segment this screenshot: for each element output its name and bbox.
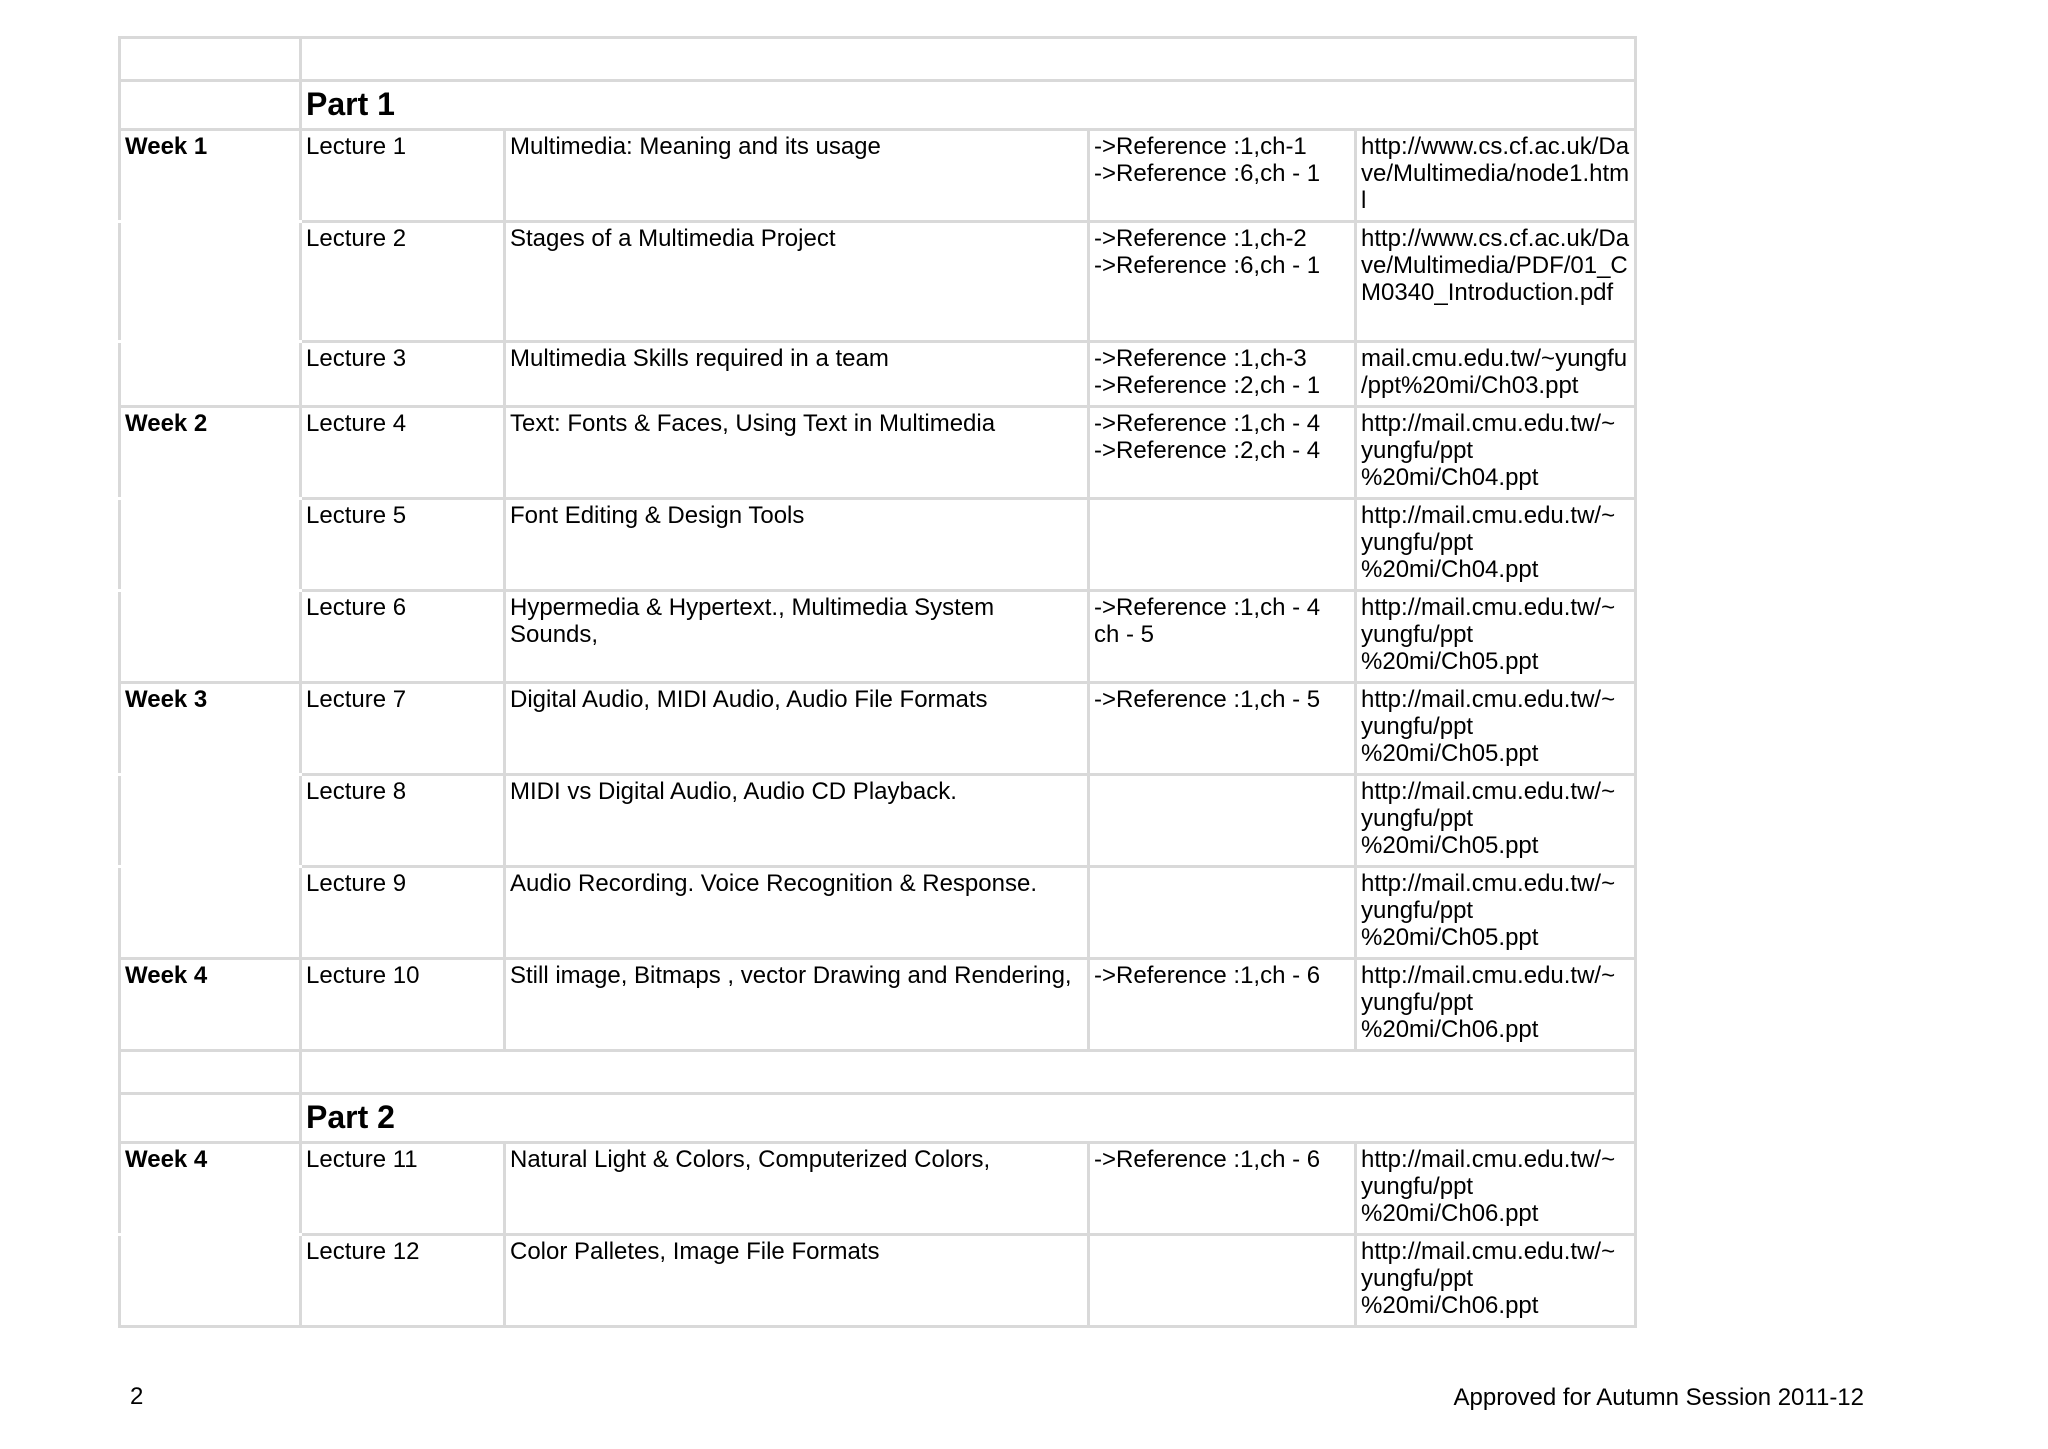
table-row (120, 683, 1636, 775)
lecture-cell: Lecture 8 (301, 775, 505, 867)
approval-note: Approved for Autumn Session 2011-12 (1453, 1384, 1864, 1411)
reference-cell: ->Reference :1,ch - 4 ch - 5 (1089, 591, 1356, 683)
link-cell: http://mail.cmu.edu.tw/~ yungfu/ppt %20mi/Ch05.ppt (1356, 775, 1636, 867)
empty-cell (120, 81, 301, 130)
reference-cell: ->Reference :1,ch - 4 ->Reference :2,ch - 4 (1089, 407, 1356, 499)
table-row (120, 342, 1636, 407)
topic-cell: Multimedia Skills required in a team (505, 342, 1089, 407)
table-row (120, 867, 1636, 959)
link-cell: http://www.cs.cf.ac.uk/Dave/Multimedia/node1.html (1356, 130, 1636, 222)
lecture-cell: Lecture 5 (301, 499, 505, 591)
spacer-row (120, 1051, 1636, 1094)
link-cell: http://mail.cmu.edu.tw/~ yungfu/ppt %20mi/Ch04.ppt (1356, 499, 1636, 591)
link-cell: mail.cmu.edu.tw/~yungfu/ppt%20mi/Ch03.ppt (1356, 342, 1636, 407)
topic-cell: MIDI vs Digital Audio, Audio CD Playback. (505, 775, 1089, 867)
link-cell: http://mail.cmu.edu.tw/~ yungfu/ppt %20mi/Ch06.ppt (1356, 1143, 1636, 1235)
topic-cell: Color Palletes, Image File Formats (505, 1235, 1089, 1327)
week-cell: Week 3 (120, 683, 301, 775)
empty-cell (120, 1051, 301, 1094)
table-row (120, 959, 1636, 1051)
link-cell: http://mail.cmu.edu.tw/~ yungfu/ppt %20mi/Ch06.ppt (1356, 1235, 1636, 1327)
lecture-cell: Lecture 6 (301, 591, 505, 683)
week-cell (120, 591, 301, 683)
lecture-cell: Lecture 3 (301, 342, 505, 407)
reference-cell: ->Reference :1,ch - 6 (1089, 1143, 1356, 1235)
reference-cell (1089, 867, 1356, 959)
part-heading-row (120, 1094, 1636, 1143)
syllabus-table (118, 36, 1637, 1328)
lecture-cell: Lecture 7 (301, 683, 505, 775)
empty-cell (120, 1094, 301, 1143)
table-row (120, 222, 1636, 342)
spacer-row (120, 38, 1636, 81)
reference-cell: ->Reference :1,ch-3 ->Reference :2,ch - 1 (1089, 342, 1356, 407)
page-number: 2 (130, 1383, 144, 1410)
reference-cell: ->Reference :1,ch-1 ->Reference :6,ch - 1 (1089, 130, 1356, 222)
week-cell: Week 4 (120, 959, 301, 1051)
week-cell (120, 222, 301, 342)
week-cell: Week 4 (120, 1143, 301, 1235)
topic-cell: Audio Recording. Voice Recognition & Response. (505, 867, 1089, 959)
link-cell: http://mail.cmu.edu.tw/~ yungfu/ppt %20mi/Ch05.ppt (1356, 867, 1636, 959)
table-row (120, 591, 1636, 683)
reference-cell: ->Reference :1,ch - 6 (1089, 959, 1356, 1051)
reference-cell: ->Reference :1,ch-2 ->Reference :6,ch - 1 (1089, 222, 1356, 342)
reference-cell (1089, 1235, 1356, 1327)
week-cell: Week 1 (120, 130, 301, 222)
table-row (120, 1235, 1636, 1327)
empty-cell (301, 1051, 1636, 1094)
table-row (120, 130, 1636, 222)
week-cell (120, 775, 301, 867)
topic-cell: Text: Fonts & Faces, Using Text in Multimedia (505, 407, 1089, 499)
lecture-cell: Lecture 2 (301, 222, 505, 342)
part-1-title: Part 1 (301, 81, 1636, 130)
table-row (120, 499, 1636, 591)
link-cell: http://mail.cmu.edu.tw/~ yungfu/ppt %20mi/Ch06.ppt (1356, 959, 1636, 1051)
week-cell (120, 499, 301, 591)
empty-cell (301, 38, 1636, 81)
table-row (120, 775, 1636, 867)
topic-cell: Font Editing & Design Tools (505, 499, 1089, 591)
link-cell: http://mail.cmu.edu.tw/~ yungfu/ppt %20mi/Ch05.ppt (1356, 591, 1636, 683)
reference-cell: ->Reference :1,ch - 5 (1089, 683, 1356, 775)
part-heading-row (120, 81, 1636, 130)
topic-cell: Multimedia: Meaning and its usage (505, 130, 1089, 222)
lecture-cell: Lecture 10 (301, 959, 505, 1051)
reference-cell (1089, 775, 1356, 867)
link-cell: http://mail.cmu.edu.tw/~ yungfu/ppt %20mi/Ch04.ppt (1356, 407, 1636, 499)
topic-cell: Stages of a Multimedia Project (505, 222, 1089, 342)
empty-cell (120, 38, 301, 81)
lecture-cell: Lecture 12 (301, 1235, 505, 1327)
lecture-cell: Lecture 9 (301, 867, 505, 959)
part-2-title: Part 2 (301, 1094, 1636, 1143)
reference-cell (1089, 499, 1356, 591)
lecture-cell: Lecture 1 (301, 130, 505, 222)
lecture-cell: Lecture 11 (301, 1143, 505, 1235)
week-cell (120, 867, 301, 959)
topic-cell: Natural Light & Colors, Computerized Colors, (505, 1143, 1089, 1235)
table-row (120, 407, 1636, 499)
topic-cell: Hypermedia & Hypertext., Multimedia System Sounds, (505, 591, 1089, 683)
link-cell: http://www.cs.cf.ac.uk/Dave/Multimedia/PDF/01_CM0340_Introduction.pdf (1356, 222, 1636, 342)
lecture-cell: Lecture 4 (301, 407, 505, 499)
week-cell (120, 1235, 301, 1327)
week-cell: Week 2 (120, 407, 301, 499)
table-row (120, 1143, 1636, 1235)
week-cell (120, 342, 301, 407)
topic-cell: Digital Audio, MIDI Audio, Audio File Formats (505, 683, 1089, 775)
topic-cell: Still image, Bitmaps , vector Drawing and Rendering, (505, 959, 1089, 1051)
link-cell: http://mail.cmu.edu.tw/~ yungfu/ppt %20mi/Ch05.ppt (1356, 683, 1636, 775)
